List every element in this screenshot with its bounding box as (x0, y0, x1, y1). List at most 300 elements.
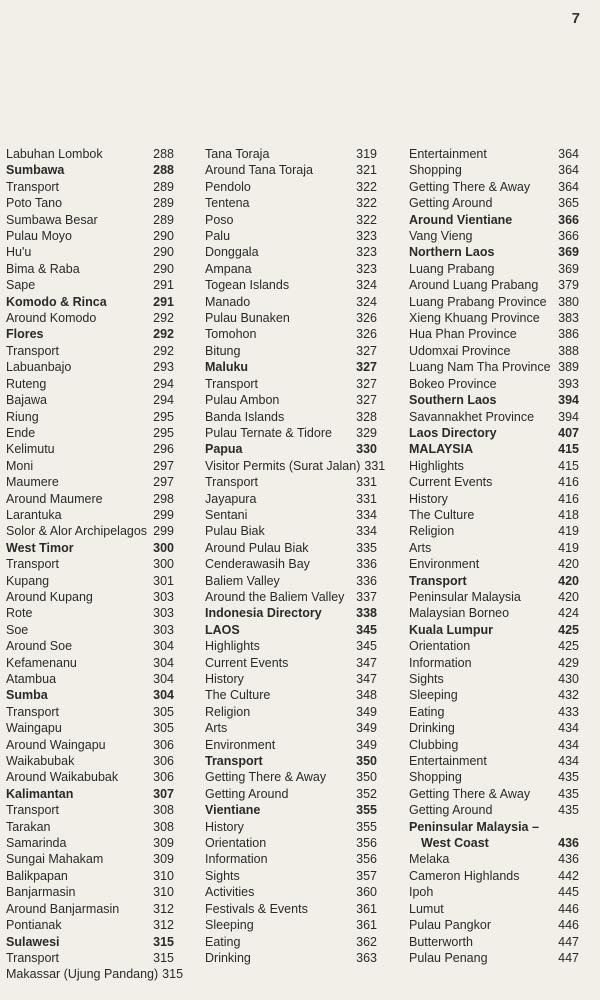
index-entry (205, 376, 377, 392)
index-entry (205, 310, 377, 326)
entry-label: Papua (205, 442, 243, 457)
entry-label: Sumbawa (6, 163, 65, 178)
entry-page-number: 315 (162, 967, 184, 982)
index-entry (6, 884, 174, 900)
entry-page-number: 330 (356, 442, 377, 457)
entry-label: Highlights (409, 458, 464, 473)
index-section-heading (409, 819, 579, 835)
entry-page-number: 305 (153, 721, 174, 736)
entry-page-number: 300 (153, 557, 174, 572)
index-entry (6, 359, 174, 375)
entry-page-number: 293 (153, 360, 174, 375)
index-entry (409, 195, 579, 211)
entry-label: Drinking (409, 721, 455, 736)
index-entry (409, 769, 579, 785)
entry-label: Luang Nam Tha Province (409, 360, 551, 375)
entry-page-number: 321 (356, 163, 377, 178)
index-entry (6, 638, 174, 654)
index-entry (205, 326, 377, 342)
entry-label: Getting There & Away (409, 786, 531, 801)
index-entry (6, 523, 174, 539)
entry-label: Bima & Raba (6, 261, 80, 276)
entry-label: Orientation (409, 639, 471, 654)
entry-label: Banjarmasin (6, 885, 76, 900)
entry-label: Around Pulau Biak (205, 540, 309, 555)
index-entry (409, 720, 579, 736)
entry-page-number: 434 (558, 721, 579, 736)
index-column-2 (205, 146, 386, 966)
index-entry (6, 835, 174, 851)
index-section-heading (205, 441, 377, 457)
entry-page-number: 435 (558, 803, 579, 818)
index-entry (205, 540, 377, 556)
entry-label: Drinking (205, 950, 251, 965)
entry-label: Festivals & Events (205, 901, 308, 916)
index-entry (6, 409, 174, 425)
index-entry (6, 720, 174, 736)
entry-page-number: 364 (558, 147, 579, 161)
index-entry (205, 343, 377, 359)
index-section-heading (6, 934, 174, 950)
entry-label: Sumba (6, 688, 48, 703)
index-entry (205, 277, 377, 293)
entry-label: MALAYSIA (409, 442, 474, 457)
index-entry (409, 162, 579, 178)
index-entry (205, 409, 377, 425)
index-entry (6, 589, 174, 605)
index-entry (409, 868, 579, 884)
entry-label: Solor & Alor Archipelagos (6, 524, 148, 539)
entry-label: Highlights (205, 639, 260, 654)
entry-label: Southern Laos (409, 393, 497, 408)
entry-label: Ipoh (409, 885, 434, 900)
index-entry (205, 212, 377, 228)
entry-page-number: 393 (558, 376, 579, 391)
entry-label: Pulau Bunaken (205, 311, 290, 326)
entry-page-number: 429 (558, 655, 579, 670)
entry-label: Eating (409, 704, 445, 719)
index-section-heading (409, 425, 579, 441)
index-entry (409, 228, 579, 244)
entry-page-number: 335 (356, 540, 377, 555)
entry-label: Getting Around (409, 196, 493, 211)
index-entry (6, 966, 184, 982)
index-entry (205, 425, 377, 441)
entry-page-number: 309 (153, 836, 174, 851)
entry-label: Activities (205, 885, 255, 900)
entry-label: Cameron Highlands (409, 868, 520, 883)
entry-label: Current Events (205, 655, 289, 670)
entry-label: Vang Vieng (409, 229, 473, 244)
index-entry (409, 687, 579, 703)
entry-label: Peninsular Malaysia (409, 589, 521, 604)
entry-page-number: 322 (356, 212, 377, 227)
entry-page-number: 363 (356, 950, 377, 965)
entry-page-number: 324 (356, 294, 377, 309)
entry-page-number: 388 (558, 343, 579, 358)
entry-label: Shopping (409, 163, 462, 178)
entry-page-number: 446 (558, 918, 579, 933)
entry-page-number: 304 (153, 639, 174, 654)
index-entry (409, 261, 579, 277)
entry-page-number: 447 (558, 950, 579, 965)
entry-page-number: 420 (558, 589, 579, 604)
entry-label: Transport (205, 376, 259, 391)
entry-label: Entertainment (409, 147, 487, 161)
entry-label: Environment (205, 737, 276, 752)
index-entry (6, 704, 174, 720)
entry-page-number: 419 (558, 524, 579, 539)
entry-label: West Coast (421, 836, 489, 851)
entry-label: Around Kupang (6, 589, 93, 604)
index-entry (205, 884, 377, 900)
entry-page-number: 312 (153, 901, 174, 916)
index-entry (6, 819, 174, 835)
entry-page-number: 446 (558, 901, 579, 916)
entry-label: Poso (205, 212, 234, 227)
entry-label: LAOS (205, 622, 240, 637)
entry-page-number: 366 (558, 229, 579, 244)
entry-label: Around Vientiane (409, 212, 513, 227)
entry-page-number: 304 (153, 655, 174, 670)
index-entry (205, 162, 377, 178)
entry-page-number: 292 (153, 311, 174, 326)
entry-label: Togean Islands (205, 278, 290, 293)
entry-label: Transport (6, 179, 60, 194)
entry-page-number: 328 (356, 409, 377, 424)
entry-label: Around Tana Toraja (205, 163, 313, 178)
index-entry (409, 950, 579, 966)
index-entry (6, 212, 174, 228)
entry-page-number: 416 (558, 491, 579, 506)
page-number: 7 (571, 10, 580, 27)
entry-page-number: 298 (153, 491, 174, 506)
index-entry (6, 277, 174, 293)
entry-page-number: 425 (558, 639, 579, 654)
entry-page-number: 291 (153, 278, 174, 293)
entry-page-number: 447 (558, 934, 579, 949)
entry-page-number: 310 (153, 885, 174, 900)
entry-label: Arts (409, 540, 432, 555)
entry-label: Kuala Lumpur (409, 622, 494, 637)
entry-label: Tarakan (6, 819, 51, 834)
entry-page-number: 304 (153, 688, 174, 703)
entry-page-number: 425 (558, 622, 579, 637)
entry-label: Rote (6, 606, 33, 621)
index-section-heading (6, 294, 174, 310)
index-entry (205, 507, 377, 523)
entry-page-number: 315 (153, 934, 174, 949)
entry-page-number: 294 (153, 393, 174, 408)
index-entry (409, 326, 579, 342)
index-entry (205, 244, 377, 260)
entry-page-number: 327 (356, 393, 377, 408)
entry-label: Soe (6, 622, 29, 637)
entry-label: The Culture (205, 688, 271, 703)
index-entry (6, 605, 174, 621)
entry-label: Sape (6, 278, 36, 293)
entry-page-number: 295 (153, 425, 174, 440)
entry-label: Larantuka (6, 507, 62, 522)
entry-page-number: 327 (356, 376, 377, 391)
index-entry (205, 687, 377, 703)
index-section-heading (205, 605, 377, 621)
entry-page-number: 352 (356, 786, 377, 801)
entry-page-number: 432 (558, 688, 579, 703)
index-column-1 (6, 146, 184, 983)
entry-page-number: 394 (558, 393, 579, 408)
entry-page-number: 355 (356, 819, 377, 834)
index-entry (409, 704, 579, 720)
entry-page-number: 309 (153, 852, 174, 867)
entry-page-number: 327 (356, 360, 377, 375)
index-entry (6, 671, 174, 687)
index-entry (6, 195, 174, 211)
index-entry (409, 884, 579, 900)
entry-label: Around Maumere (6, 491, 103, 506)
index-entry (6, 868, 174, 884)
index-entry (205, 671, 377, 687)
entry-page-number: 329 (356, 425, 377, 440)
entry-label: The Culture (409, 507, 475, 522)
entry-page-number: 383 (558, 311, 579, 326)
index-entry (409, 589, 579, 605)
index-entry (6, 228, 174, 244)
entry-label: Kelimutu (6, 442, 55, 457)
index-entry (409, 458, 579, 474)
entry-label: Visitor Permits (Surat Jalan) (205, 458, 361, 473)
entry-page-number: 308 (153, 819, 174, 834)
entry-page-number: 350 (356, 770, 377, 785)
entry-label: Kefamenanu (6, 655, 77, 670)
entry-page-number: 418 (558, 507, 579, 522)
entry-page-number: 394 (558, 409, 579, 424)
index-section-heading (409, 573, 579, 589)
index-entry (6, 737, 174, 753)
entry-label: Ende (6, 425, 36, 440)
entry-label: Pulau Biak (205, 524, 265, 539)
index-entry (6, 458, 174, 474)
entry-page-number: 323 (356, 229, 377, 244)
entry-page-number: 348 (356, 688, 377, 703)
entry-label: Getting Around (205, 786, 289, 801)
entry-page-number: 307 (153, 786, 174, 801)
index-entry (6, 622, 174, 638)
entry-label: Kalimantan (6, 786, 74, 801)
entry-label: Banda Islands (205, 409, 285, 424)
index-entry (205, 146, 377, 162)
index-entry (409, 671, 579, 687)
index-entry (409, 179, 579, 195)
entry-label: Transport (205, 754, 263, 769)
entry-page-number: 297 (153, 475, 174, 490)
entry-label: Poto Tano (6, 196, 63, 211)
entry-label: Flores (6, 327, 44, 342)
entry-label: West Timor (6, 540, 74, 555)
index-entry (409, 753, 579, 769)
index-entry (6, 343, 174, 359)
entry-label: Vientiane (205, 803, 261, 818)
entry-label: Labuanbajo (6, 360, 72, 375)
index-entry (205, 786, 377, 802)
entry-label: Transport (6, 803, 60, 818)
entry-label: Moni (6, 458, 34, 473)
entry-label: Xieng Khuang Province (409, 311, 540, 326)
entry-label: Sumbawa Besar (6, 212, 98, 227)
index-entry (6, 573, 174, 589)
index-entry (409, 655, 579, 671)
index-entry (205, 294, 377, 310)
entry-page-number: 296 (153, 442, 174, 457)
entry-label: Waingapu (6, 721, 62, 736)
entry-page-number: 356 (356, 852, 377, 867)
index-section-heading (205, 802, 377, 818)
entry-label: Around Komodo (6, 311, 97, 326)
entry-page-number: 299 (153, 507, 174, 522)
index-section-heading (409, 212, 579, 228)
index-entry (409, 146, 579, 162)
index-entry (205, 835, 377, 851)
entry-label: Arts (205, 721, 228, 736)
index-entry (205, 655, 377, 671)
index-entry (205, 720, 377, 736)
entry-label: Butterworth (409, 934, 473, 949)
entry-page-number: 369 (558, 261, 579, 276)
index-entry (6, 310, 174, 326)
entry-label: Shopping (409, 770, 462, 785)
index-entry (409, 802, 579, 818)
index-entry (409, 523, 579, 539)
index-entry (205, 950, 377, 966)
index-section-heading (6, 162, 174, 178)
entry-label: Tentena (205, 196, 250, 211)
entry-label: Ruteng (6, 376, 47, 391)
entry-page-number: 361 (356, 901, 377, 916)
entry-label: Labuhan Lombok (6, 147, 103, 161)
entry-page-number: 305 (153, 704, 174, 719)
entry-label: Riung (6, 409, 39, 424)
entry-label: Sleeping (409, 688, 458, 703)
entry-page-number: 415 (558, 458, 579, 473)
index-section-heading (6, 687, 174, 703)
entry-label: Maumere (6, 475, 59, 490)
entry-page-number: 306 (153, 754, 174, 769)
entry-label: Baliem Valley (205, 573, 280, 588)
entry-label: Northern Laos (409, 245, 495, 260)
entry-label: Information (409, 655, 472, 670)
entry-page-number: 434 (558, 737, 579, 752)
entry-page-number: 337 (356, 589, 377, 604)
entry-page-number: 308 (153, 803, 174, 818)
entry-page-number: 407 (558, 425, 579, 440)
index-entry (6, 441, 174, 457)
entry-label: Melaka (409, 852, 450, 867)
entry-label: Sulawesi (6, 934, 60, 949)
entry-label: Luang Prabang Province (409, 294, 547, 309)
index-entry (6, 901, 174, 917)
index-entry (205, 491, 377, 507)
entry-page-number: 324 (356, 278, 377, 293)
entry-label: Transport (6, 704, 60, 719)
entry-label: Bajawa (6, 393, 47, 408)
entry-label: Pendolo (205, 179, 251, 194)
entry-page-number: 323 (356, 245, 377, 260)
index-entry (409, 376, 579, 392)
entry-page-number: 420 (558, 573, 579, 588)
entry-label: Transport (6, 557, 60, 572)
entry-page-number: 364 (558, 163, 579, 178)
entry-page-number: 303 (153, 622, 174, 637)
entry-page-number: 360 (356, 885, 377, 900)
index-entry (409, 605, 579, 621)
entry-label: Clubbing (409, 737, 459, 752)
entry-label: Savannakhet Province (409, 409, 535, 424)
index-entry (205, 901, 377, 917)
entry-page-number: 294 (153, 376, 174, 391)
entry-label: History (409, 491, 448, 506)
index-entry (6, 474, 174, 490)
entry-label: Balikpapan (6, 868, 68, 883)
index-entry (6, 491, 174, 507)
entry-page-number: 331 (356, 491, 377, 506)
index-entry (409, 310, 579, 326)
entry-label: Pulau Pangkor (409, 918, 492, 933)
entry-page-number: 306 (153, 737, 174, 752)
index-entry (409, 491, 579, 507)
entry-page-number: 435 (558, 770, 579, 785)
entry-page-number: 326 (356, 327, 377, 342)
index-column-3 (409, 146, 579, 966)
index-entry (205, 868, 377, 884)
entry-page-number: 288 (153, 163, 174, 178)
index-entry (6, 507, 174, 523)
index-entry (205, 195, 377, 211)
index-entry (205, 638, 377, 654)
entry-label: Around Waingapu (6, 737, 106, 752)
entry-label: Jayapura (205, 491, 257, 506)
index-entry (6, 851, 174, 867)
index-entry (409, 737, 579, 753)
entry-page-number: 379 (558, 278, 579, 293)
entry-page-number: 299 (153, 524, 174, 539)
entry-label: Around Luang Prabang (409, 278, 539, 293)
entry-label: Samarinda (6, 836, 67, 851)
entry-page-number: 347 (356, 672, 377, 686)
entry-page-number: 350 (356, 754, 377, 769)
index-entry (6, 753, 174, 769)
entry-page-number: 306 (153, 770, 174, 785)
entry-page-number: 357 (356, 868, 377, 883)
index-entry (6, 655, 174, 671)
entry-page-number: 297 (153, 458, 174, 473)
entry-page-number: 369 (558, 245, 579, 260)
entry-page-number: 336 (356, 557, 377, 572)
index-entry (6, 802, 174, 818)
index-section-heading (205, 359, 377, 375)
index-entry (409, 934, 579, 950)
entry-page-number: 326 (356, 311, 377, 326)
index-entry (409, 540, 579, 556)
entry-page-number: 345 (356, 622, 377, 637)
entry-label: Around Soe (6, 639, 73, 654)
entry-page-number: 290 (153, 261, 174, 276)
entry-label: Transport (205, 475, 259, 490)
entry-label: Maluku (205, 360, 249, 375)
entry-page-number: 322 (356, 179, 377, 194)
entry-label: Indonesia Directory (205, 606, 322, 621)
entry-page-number: 322 (356, 196, 377, 211)
entry-label: Religion (205, 704, 251, 719)
